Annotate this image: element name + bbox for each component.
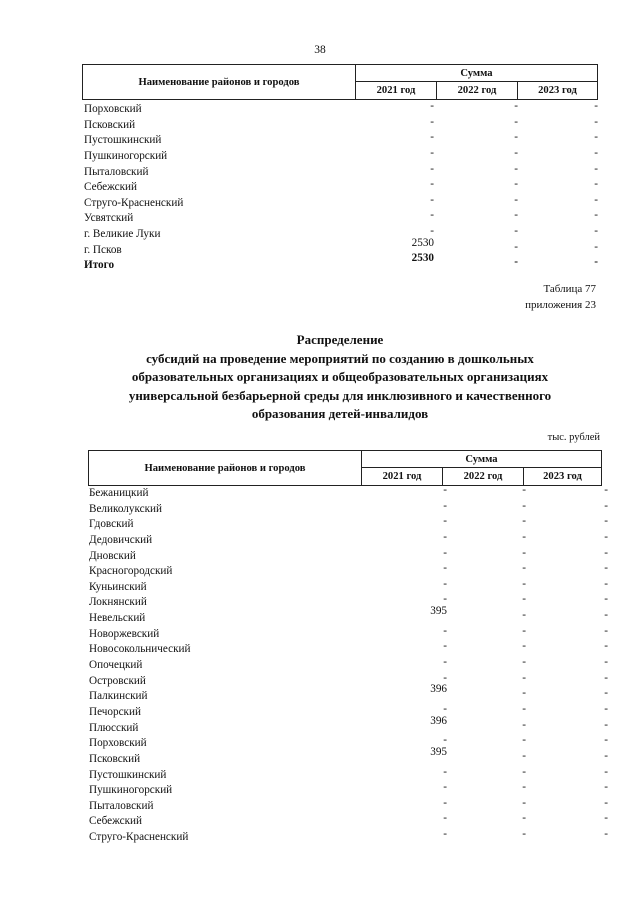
value-2022: - xyxy=(522,484,526,496)
value-2021: - xyxy=(443,702,447,715)
district-name: Порховский xyxy=(89,737,147,750)
value-2023: - xyxy=(604,828,608,841)
value-2023: - xyxy=(604,749,608,762)
table2-year-2022-header: 2022 год xyxy=(443,468,524,485)
value-2023: - xyxy=(604,640,608,653)
table-row xyxy=(84,102,604,118)
table-row xyxy=(84,180,604,196)
district-name: Куньинский xyxy=(89,580,147,593)
value-2022: - xyxy=(522,656,526,669)
table2-year-2023-header: 2023 год xyxy=(543,471,582,482)
value-2022: - xyxy=(522,640,526,653)
value-2023: - xyxy=(604,671,608,684)
value-2023: - xyxy=(604,499,608,512)
value-2023: - xyxy=(604,546,608,559)
value-2022: - xyxy=(522,702,526,715)
value-2022: - xyxy=(522,796,526,809)
value-2022: - xyxy=(514,225,518,238)
value-2023: - xyxy=(604,530,608,543)
value-2021: - xyxy=(443,828,447,841)
value-2022: - xyxy=(522,609,526,622)
value-2021: - xyxy=(443,734,447,747)
value-2023: - xyxy=(594,209,598,222)
value-2022: - xyxy=(522,718,526,731)
value-2021: - xyxy=(430,178,434,191)
table2-name-column-header: Наименование районов и городов xyxy=(89,451,362,485)
district-name: Усвятский xyxy=(84,212,134,225)
table-row xyxy=(84,193,604,212)
table-row xyxy=(89,765,609,784)
value-2021: - xyxy=(430,225,434,238)
value-2023: - xyxy=(604,765,608,778)
value-2023: - xyxy=(594,131,598,144)
value-2022: - xyxy=(522,499,526,512)
heading-line-4: универсальной безбарьерной среды для инклюзивного и качественного xyxy=(128,387,552,403)
district-name: г. Псков xyxy=(84,243,122,256)
value-2022: - xyxy=(514,131,518,144)
value-2021: 396 xyxy=(430,714,447,727)
table2-sum-header: Сумма xyxy=(362,451,601,468)
value-2021: - xyxy=(443,499,447,512)
value-2022: - xyxy=(514,162,518,175)
table2-year-2021-header: 2021 год xyxy=(362,468,443,485)
district-name: Пыталовский xyxy=(84,165,149,178)
table2-body xyxy=(89,486,609,846)
value-2023: - xyxy=(604,734,608,747)
district-name: Великолукский xyxy=(89,502,163,515)
district-name: Островский xyxy=(89,674,146,687)
value-2021: - xyxy=(443,796,447,809)
district-name: Пустошкинский xyxy=(89,768,167,781)
table-row xyxy=(84,133,604,149)
value-2023: - xyxy=(604,718,608,731)
value-2023: - xyxy=(604,687,608,700)
district-name: Печорский xyxy=(89,705,141,718)
value-2021: - xyxy=(443,515,447,528)
value-2023: - xyxy=(594,256,598,269)
value-2021: - xyxy=(430,115,434,128)
heading-line-2: субсидий на проведение мероприятий по созданию в дошкольных xyxy=(146,350,534,366)
value-2022: - xyxy=(522,515,526,528)
table-row xyxy=(89,658,609,674)
value-2021: - xyxy=(443,484,447,496)
table-row xyxy=(89,745,609,768)
value-2023: - xyxy=(594,240,598,253)
table-row xyxy=(89,624,609,643)
table-row xyxy=(89,783,609,799)
district-name: Красногородский xyxy=(89,565,173,578)
value-2022: - xyxy=(514,209,518,222)
table-row xyxy=(89,517,609,533)
value-2021: 2530 xyxy=(411,236,434,249)
value-2023: - xyxy=(604,781,608,794)
value-2021: - xyxy=(430,146,434,159)
value-2022: - xyxy=(514,256,518,269)
value-2023: - xyxy=(604,656,608,669)
value-2023: - xyxy=(604,609,608,622)
value-2021: - xyxy=(443,624,447,637)
table-row xyxy=(84,211,604,227)
table-label xyxy=(525,281,596,313)
heading-line-5: образования детей-инвалидов xyxy=(251,406,429,421)
appendix-number: приложения 23 xyxy=(525,299,596,311)
table-row xyxy=(89,796,609,815)
district-name: Гдовский xyxy=(89,518,134,531)
district-name: Плюсский xyxy=(89,721,139,734)
table1-year-2023-header: 2023 год xyxy=(538,85,577,96)
value-2021: - xyxy=(443,640,447,653)
value-2021: 395 xyxy=(430,605,447,618)
value-2022: - xyxy=(514,240,518,253)
value-2022: - xyxy=(514,115,518,128)
value-2022: - xyxy=(514,146,518,159)
table-row xyxy=(89,702,609,721)
unit-note: тыс. рублей xyxy=(547,432,600,443)
value-2023: - xyxy=(594,193,598,206)
value-2021: 395 xyxy=(430,745,447,758)
value-2021: - xyxy=(430,193,434,206)
value-2022: - xyxy=(522,749,526,762)
value-2021: - xyxy=(443,530,447,543)
district-name: Струго-Красненский xyxy=(89,831,189,844)
district-name: Псковский xyxy=(84,118,136,131)
value-2023: - xyxy=(604,577,608,590)
value-2021: - xyxy=(430,209,434,222)
total-row xyxy=(84,252,604,274)
value-2021: 2530 xyxy=(411,252,434,265)
district-name: Пустошкинский xyxy=(84,134,162,147)
page-number: 38 xyxy=(314,44,326,56)
table-row xyxy=(89,546,609,565)
value-2023: - xyxy=(594,115,598,128)
district-name: Себежский xyxy=(89,815,142,828)
district-name: Струго-Красненский xyxy=(84,196,184,209)
value-2021: - xyxy=(443,812,447,825)
value-2021: - xyxy=(443,656,447,669)
value-2022: - xyxy=(514,193,518,206)
table-row xyxy=(89,671,609,690)
table-row xyxy=(89,642,609,658)
table-row xyxy=(84,146,604,165)
table-row xyxy=(89,564,609,580)
table-row xyxy=(89,714,609,737)
district-name: Опочецкий xyxy=(89,659,143,672)
value-2023: - xyxy=(604,812,608,825)
value-2022: - xyxy=(522,624,526,637)
value-2022: - xyxy=(522,562,526,575)
value-2023: - xyxy=(604,515,608,528)
table1-year-2021-header: 2021 год xyxy=(356,82,437,99)
value-2022: - xyxy=(522,734,526,747)
value-2022: - xyxy=(514,178,518,191)
table-row xyxy=(84,115,604,134)
table-row xyxy=(84,227,604,243)
table-row xyxy=(84,236,604,259)
value-2022: - xyxy=(522,812,526,825)
value-2023: - xyxy=(604,593,608,606)
value-2022: - xyxy=(522,671,526,684)
district-name: Новосокольнический xyxy=(89,643,191,656)
value-2021: - xyxy=(443,765,447,778)
value-2021: - xyxy=(443,562,447,575)
value-2023: - xyxy=(604,702,608,715)
value-2021: - xyxy=(430,100,434,112)
value-2021: - xyxy=(430,131,434,144)
district-name: г. Великие Луки xyxy=(84,228,161,241)
district-name: Палкинский xyxy=(89,690,148,703)
table-number: Таблица 77 xyxy=(543,283,596,295)
heading-line-3: образовательных организациях и общеобразовательных организациях xyxy=(131,369,549,384)
value-2023: - xyxy=(594,146,598,159)
value-2022: - xyxy=(522,687,526,700)
value-2022: - xyxy=(522,530,526,543)
value-2021: - xyxy=(443,577,447,590)
district-name: Дновский xyxy=(89,549,136,562)
value-2022: - xyxy=(522,593,526,606)
table1-sum-header: Сумма xyxy=(356,65,597,82)
value-2023: - xyxy=(604,484,608,496)
document-heading xyxy=(60,331,620,424)
value-2022: - xyxy=(522,828,526,841)
district-name: Локнянский xyxy=(89,596,147,609)
value-2023: - xyxy=(604,562,608,575)
district-name: Новоржевский xyxy=(89,627,160,640)
table-row xyxy=(89,605,609,627)
district-name: Пушкиногорский xyxy=(84,149,168,162)
table-row xyxy=(89,830,609,846)
value-2023: - xyxy=(604,624,608,637)
district-name: Невельский xyxy=(89,612,146,625)
value-2022: - xyxy=(522,781,526,794)
value-2023: - xyxy=(594,100,598,112)
district-name: Пушкиногорский xyxy=(89,784,173,797)
heading-line-1: Распределение xyxy=(296,332,384,347)
table-row xyxy=(84,162,604,181)
district-name: Бежаницкий xyxy=(89,487,149,499)
table1-header xyxy=(82,64,598,100)
table1-body xyxy=(84,102,604,274)
district-name: Порховский xyxy=(84,103,142,115)
value-2021: - xyxy=(430,162,434,175)
table-row xyxy=(89,736,609,752)
table-row xyxy=(89,814,609,830)
table-row xyxy=(89,499,609,518)
table-row xyxy=(89,595,609,611)
value-2022: - xyxy=(522,765,526,778)
value-2021: - xyxy=(443,546,447,559)
value-2021: - xyxy=(443,781,447,794)
value-2021: 396 xyxy=(430,683,447,696)
value-2023: - xyxy=(594,162,598,175)
value-2021: - xyxy=(443,671,447,684)
district-name: Пыталовский xyxy=(89,799,154,812)
district-name: Дедовичский xyxy=(89,533,153,546)
table-row xyxy=(89,683,609,705)
table1-name-column-header: Наименование районов и городов xyxy=(83,65,356,99)
value-2023: - xyxy=(594,178,598,191)
value-2021: - xyxy=(443,593,447,606)
district-name: Себежский xyxy=(84,181,137,194)
table-row xyxy=(89,486,609,502)
total-label: Итого xyxy=(84,259,115,272)
value-2022: - xyxy=(514,100,518,112)
value-2022: - xyxy=(522,546,526,559)
table-row xyxy=(89,577,609,596)
table1-year-2022-header: 2022 год xyxy=(437,82,518,99)
table-row xyxy=(89,530,609,549)
value-2023: - xyxy=(604,796,608,809)
value-2023: - xyxy=(594,225,598,238)
table2-header xyxy=(88,450,602,486)
value-2022: - xyxy=(522,577,526,590)
district-name: Псковский xyxy=(89,752,141,765)
